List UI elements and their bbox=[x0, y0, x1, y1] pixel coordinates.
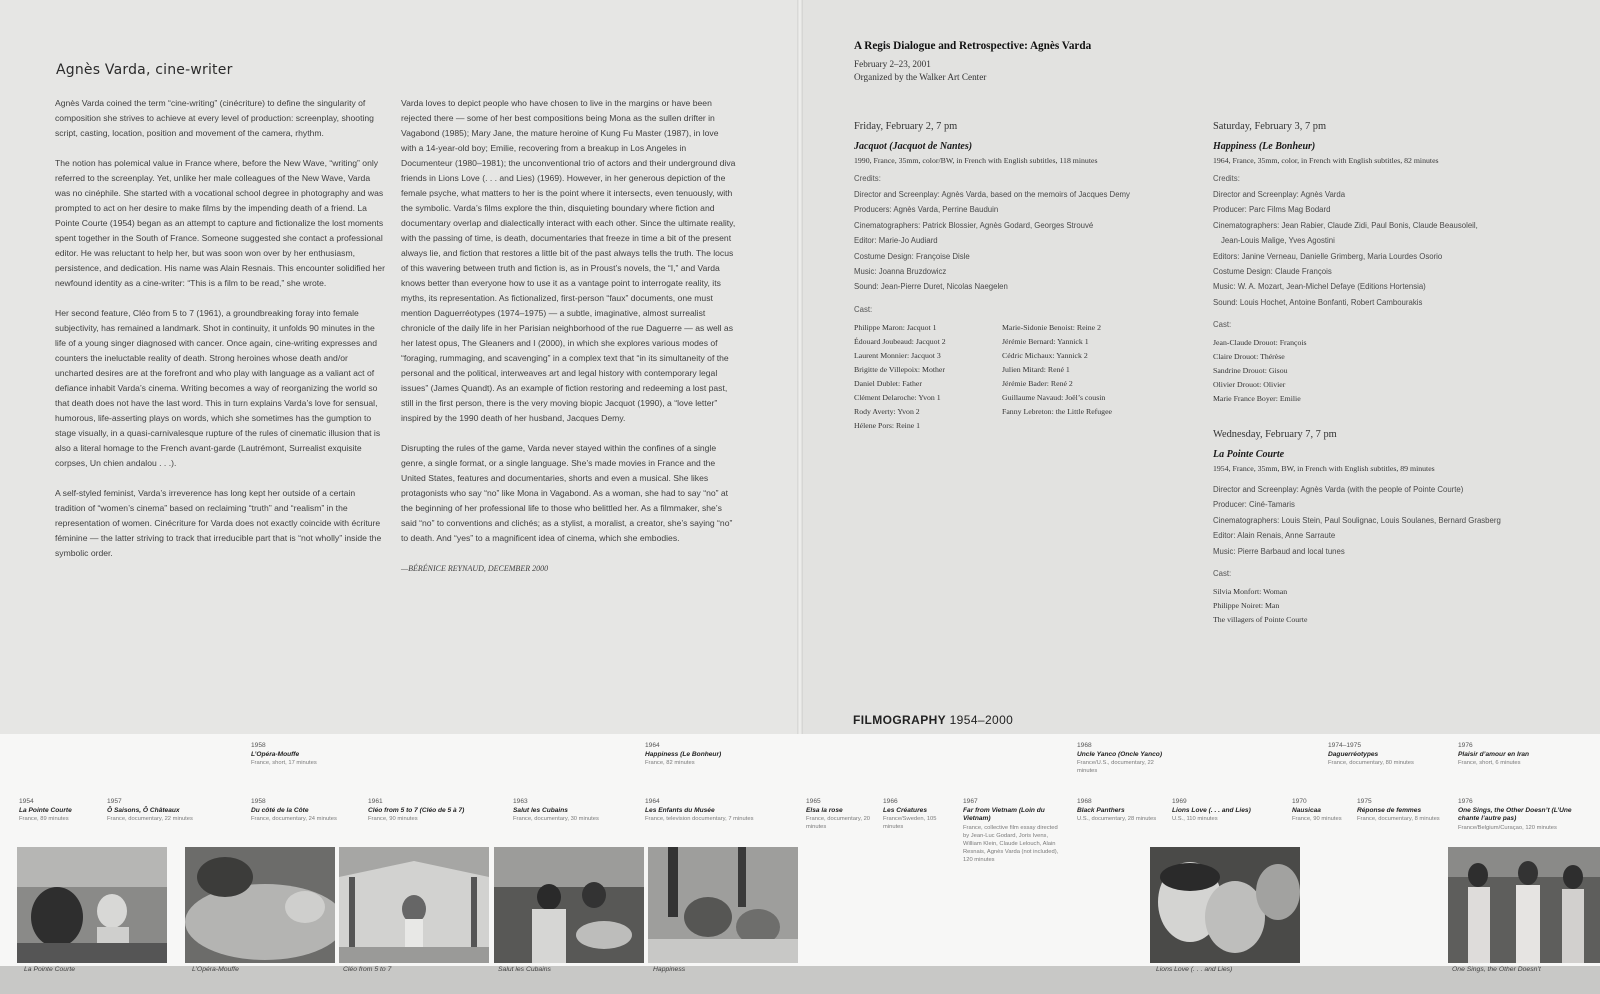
entry-desc: France, short, 17 minutes bbox=[251, 760, 317, 767]
entry-title: La Pointe Courte bbox=[19, 806, 72, 814]
cast-member: Rody Averty: Yvon 2 bbox=[854, 406, 920, 416]
entry-desc: France, television documentary, 7 minutes bbox=[645, 816, 754, 823]
cast-member: Hélene Pors: Reine 1 bbox=[854, 420, 921, 430]
filmography-years: 1954–2000 bbox=[949, 713, 1014, 727]
cast-block bbox=[1213, 567, 1573, 627]
entry-year: 1964 bbox=[645, 742, 660, 749]
credit-line: Costume Design: Françoise Disle bbox=[854, 251, 970, 261]
entry-year: 1968 bbox=[1077, 798, 1092, 805]
entry-desc: France, 89 minutes bbox=[19, 816, 69, 823]
entry-desc: France, 90 minutes bbox=[368, 816, 418, 823]
photo-caption: Happiness bbox=[653, 966, 686, 973]
entry-title: Lions Love (. . . and Lies) bbox=[1172, 806, 1251, 814]
entry-year: 1967 bbox=[963, 798, 978, 805]
credit-line: Producers: Agnès Varda, Perrine Bauduin bbox=[854, 205, 999, 215]
screening-film-title: Jacquot (Jacquot de Nantes) bbox=[854, 141, 973, 152]
entry-title: Les Enfants du Musée bbox=[645, 806, 715, 814]
entry-year: 1966 bbox=[883, 798, 898, 805]
cast-member: Sandrine Drouot: Gisou bbox=[1213, 366, 1288, 376]
still-la-pointe-courte bbox=[17, 847, 167, 963]
screening-la-pointe-courte bbox=[1213, 429, 1573, 627]
entry-year: 1974–1975 bbox=[1328, 742, 1362, 749]
entry-title: Salut les Cubains bbox=[513, 806, 568, 814]
entry-desc: France, documentary, 80 minutes bbox=[1328, 760, 1414, 767]
entry-title: Réponse de femmes bbox=[1357, 806, 1422, 814]
photo-caption: Cléo from 5 to 7 bbox=[343, 966, 392, 973]
entry-desc: France/Belgium/Curaçao, 120 minutes bbox=[1458, 824, 1557, 831]
entry-title: Ô Saisons, Ô Châteaux bbox=[107, 806, 180, 814]
entry-title: Daguerréotypes bbox=[1328, 750, 1379, 758]
entry-title: Du côté de la Côte bbox=[251, 806, 309, 814]
entry-desc: France, documentary, 30 minutes bbox=[513, 816, 599, 823]
entry-title: Les Créatures bbox=[883, 806, 927, 814]
credit-line: Music: W. A. Mozart, Jean-Michel Defaye (Editions Hortensia) bbox=[1213, 282, 1426, 292]
cast-member: The villagers of Pointe Courte bbox=[1213, 615, 1308, 625]
credit-line: Director and Screenplay: Agnès Varda (with the people of Pointe Courte) bbox=[1213, 485, 1464, 494]
credit-line: Editor: Marie-Jo Audiard bbox=[854, 236, 938, 246]
screening-day: Wednesday, February 7, 7 pm bbox=[1213, 429, 1337, 440]
filmography-entry bbox=[19, 798, 104, 823]
credit-line: Cinematographers: Louis Stein, Paul Soulignac, Louis Soulanes, Bernard Grasberg bbox=[1213, 515, 1501, 525]
program-subtitle bbox=[854, 58, 986, 84]
credit-line: Cinematographers: Jean Rabier, Claude Zidi, Paul Bonis, Claude Beausoleil, bbox=[1213, 220, 1478, 230]
entry-title: L’Opéra-Mouffe bbox=[251, 750, 300, 758]
cast-member: Laurent Monnier: Jacquot 3 bbox=[854, 350, 941, 360]
cast-member: Philippe Noiret: Man bbox=[1213, 601, 1280, 611]
still-one-sings-the-other-doesnt bbox=[1448, 847, 1600, 963]
filmography-entry bbox=[251, 798, 363, 823]
credit-line: Sound: Jean-Pierre Duret, Nicolas Naegelen bbox=[854, 282, 1008, 292]
entry-title: One Sings, the Other Doesn’t (L’Une chante l’autre pas) bbox=[1458, 806, 1572, 823]
cast-member: Brigitte de Villepoix: Mother bbox=[854, 364, 945, 374]
essay-column-1 bbox=[55, 96, 385, 576]
entry-year: 1975 bbox=[1357, 798, 1372, 805]
cast-label: Cast: bbox=[1213, 320, 1232, 330]
cast-member: Guillaume Navaud: Joël’s cousin bbox=[1002, 392, 1106, 402]
filmography-entry bbox=[513, 798, 638, 823]
filmography-entry bbox=[806, 798, 876, 831]
entry-year: 1958 bbox=[251, 742, 266, 749]
screening-day: Friday, February 2, 7 pm bbox=[854, 121, 958, 132]
cast-member: Julien Mitard: René 1 bbox=[1002, 364, 1070, 374]
credits-label: Credits: bbox=[854, 174, 881, 183]
entry-title: Nausicaa bbox=[1292, 806, 1321, 814]
cast-member: Clément Delaroche: Yvon 1 bbox=[854, 392, 941, 402]
cast-block bbox=[1213, 318, 1573, 406]
essay-title: Agnès Varda, cine-writer bbox=[56, 62, 233, 78]
essay-paragraph: A self-styled feminist, Varda’s irreverence has long kept her outside of a certain tradition of “women’s cinema” based on reclaiming “truth” and “realism” in the representation of women. Cinécriture for Varda does not exactly coincide with écriture féminine — the latter striving to track that irreducible part that is “not wholly” inside the symbolic order. bbox=[55, 488, 382, 558]
credit-line: Music: Pierre Barbaud and local tunes bbox=[1213, 546, 1345, 556]
filmography-entry bbox=[368, 798, 508, 823]
cast-member: Claire Drouot: Thérèse bbox=[1213, 352, 1285, 362]
credit-line: Editor: Alain Renais, Anne Sarraute bbox=[1213, 531, 1336, 541]
entry-year: 1976 bbox=[1458, 798, 1473, 805]
entry-title: Plaisir d’amour en Iran bbox=[1458, 750, 1530, 758]
filmography-entry bbox=[883, 798, 955, 831]
credit-line: Director and Screenplay: Agnès Varda, based on the memoirs of Jacques Demy bbox=[854, 190, 1130, 199]
screening-info: 1954, France, 35mm, BW, in French with English subtitles, 89 minutes bbox=[1213, 464, 1435, 473]
filmography-entry bbox=[645, 798, 795, 823]
entry-year: 1958 bbox=[251, 798, 266, 805]
screening-day: Saturday, February 3, 7 pm bbox=[1213, 121, 1327, 132]
entry-year: 1969 bbox=[1172, 798, 1187, 805]
filmography-entry bbox=[1458, 798, 1593, 832]
essay-paragraph: Disrupting the rules of the game, Varda never stayed within the confines of a single genre, a single format, or a single language. She’s made movies in France and the United States, features and documentaries, shorts and even a musical. She likes protagonists who say “no” like Mona in Vagabond. As a woman, she had to say “no” at the beginning of her professional life to those who belittled her. As a filmmaker, she’s said “no” to conventions and clichés; as a stylist, a moralist, a creator, she’s saying “no” to death. And “yes” to a magnificent idea of cinema, which she embodies. bbox=[401, 443, 733, 543]
screening-jacquot bbox=[854, 121, 1214, 433]
entry-year: 1968 bbox=[1077, 742, 1092, 749]
entry-title: Happiness (Le Bonheur) bbox=[645, 750, 722, 758]
entry-title: Black Panthers bbox=[1077, 806, 1125, 814]
entry-year: 1963 bbox=[513, 798, 528, 805]
entry-desc: France/U.S., documentary, 22 minutes bbox=[1077, 760, 1154, 775]
essay-column-2 bbox=[401, 96, 736, 591]
filmography-entry bbox=[645, 742, 785, 767]
entry-year: 1964 bbox=[645, 798, 660, 805]
entry-desc: France, 90 minutes bbox=[1292, 816, 1342, 823]
credit-line: Sound: Louis Hochet, Antoine Bonfanti, Robert Cambourakis bbox=[1213, 297, 1423, 307]
credit-line: Producer: Ciné-Tamaris bbox=[1213, 500, 1295, 510]
credit-line: Director and Screenplay: Agnès Varda bbox=[1213, 190, 1346, 199]
photo-caption: L’Opéra-Mouffe bbox=[192, 966, 239, 973]
entry-desc: France, documentary, 20 minutes bbox=[806, 816, 871, 831]
cast-member: Jérémie Bernard: Yannick 1 bbox=[1002, 336, 1089, 346]
filmography-entry bbox=[1292, 798, 1352, 823]
credit-line: Cinematographers: Patrick Blossier, Agnès Godard, Georges Strouvé bbox=[854, 220, 1094, 230]
entry-desc: U.S., 110 minutes bbox=[1172, 816, 1218, 823]
program-dates: February 2–23, 2001 bbox=[854, 59, 931, 69]
credit-line: Music: Joanna Bruzdowicz bbox=[854, 267, 947, 277]
cast-member: Jean-Claude Drouot: François bbox=[1213, 338, 1307, 348]
entry-desc: France/Sweden, 105 minutes bbox=[883, 816, 937, 831]
cast-label: Cast: bbox=[854, 304, 873, 314]
photo-caption: Lions Love (. . . and Lies) bbox=[1156, 966, 1233, 973]
still-cleo-from-5-to-7 bbox=[339, 847, 489, 963]
cast-column bbox=[854, 321, 1002, 433]
essay-paragraph: Her second feature, Cléo from 5 to 7 (1961), a groundbreaking foray into female subjectivity, has remained a landmark. Shot in continuity, it unfolds 90 minutes in the life of a young singer diagnosed with cancer. Once again, cine-writing expresses and counters the ineluctable reality of death. Strong heroines whose death and/or uncharted desires are at the forefront and who play with language as a valiant act of defiance inhabit Varda’s cinema. Writing becomes a way of reorganizing the world so that death does not have the last word. This in turn explains Varda’s love for sensual, humorous, life-asserting plays on words, which she sometimes has the gumption to stage visually, in a quasi-carnivalesque rupture of the rules of cinematic illusion that is also a literal homage to the French avant-garde (Lautrémont, Surrealist exquisite corpses, Un chien andalou . . .). bbox=[55, 308, 381, 468]
program-title: A Regis Dialogue and Retrospective: Agnès Varda bbox=[854, 40, 1092, 52]
still-salut-les-cubains bbox=[494, 847, 644, 963]
cast-member: Marie-Sidonie Benoist: Reine 2 bbox=[1002, 322, 1101, 332]
entry-year: 1970 bbox=[1292, 798, 1307, 805]
cast-member: Marie France Boyer: Emilie bbox=[1213, 394, 1301, 404]
filmography-label: FILMOGRAPHY bbox=[853, 713, 946, 727]
entry-desc: France, documentary, 24 minutes bbox=[251, 816, 337, 823]
entry-title: Far from Vietnam (Loin du Vietnam) bbox=[963, 806, 1045, 823]
entry-year: 1954 bbox=[19, 798, 34, 805]
program-organizer: Organized by the Walker Art Center bbox=[854, 72, 987, 82]
photo-caption: Salut les Cubains bbox=[498, 966, 551, 973]
entry-title: Elsa la rose bbox=[806, 806, 843, 814]
filmography-entry bbox=[1077, 798, 1162, 823]
entry-desc: U.S., documentary, 28 minutes bbox=[1077, 816, 1157, 823]
cast-member: Cédric Michaux: Yannick 2 bbox=[1002, 350, 1088, 360]
cast-column bbox=[1002, 321, 1212, 433]
entry-desc: France, documentary, 22 minutes bbox=[107, 816, 193, 823]
cast-member: Jérémie Bader: René 2 bbox=[1002, 378, 1073, 388]
filmography-entry bbox=[1458, 742, 1588, 767]
entry-title: Cléo from 5 to 7 (Cléo de 5 à 7) bbox=[368, 806, 465, 814]
screening-film-title: La Pointe Courte bbox=[1213, 449, 1285, 460]
filmography-entry bbox=[107, 798, 247, 823]
entry-year: 1976 bbox=[1458, 742, 1473, 749]
photo-caption: La Pointe Courte bbox=[24, 966, 76, 973]
credits-label: Credits: bbox=[1213, 174, 1240, 183]
essay-byline: —BÉRÉNICE REYNAUD, DECEMBER 2000 bbox=[401, 564, 549, 573]
cast-member: Édouard Joubeaud: Jacquot 2 bbox=[854, 336, 946, 346]
entry-title: Uncle Yanco (Oncle Yanco) bbox=[1077, 750, 1163, 758]
essay-paragraph: Agnès Varda coined the term “cine-writing” (cinécriture) to define the singularity of composition she strives to achieve at every level of production: screenplay, shooting script, casting, location, position and movement of the camera, rhythm. bbox=[55, 98, 374, 138]
filmography-heading bbox=[853, 713, 1013, 727]
cast-member: Silvia Monfort: Woman bbox=[1213, 587, 1288, 597]
entry-year: 1957 bbox=[107, 798, 122, 805]
entry-desc: France, short, 6 minutes bbox=[1458, 760, 1521, 767]
cast-block bbox=[854, 303, 1214, 433]
screening-happiness bbox=[1213, 121, 1573, 406]
screening-info: 1990, France, 35mm, color/BW, in French with English subtitles, 118 minutes bbox=[854, 156, 1098, 165]
still-lions-love bbox=[1150, 847, 1300, 963]
cast-label: Cast: bbox=[1213, 569, 1232, 579]
cast-member: Fanny Lebreton: the Little Refugee bbox=[1002, 406, 1112, 416]
filmography-entry bbox=[251, 742, 391, 767]
still-l-opera-mouffe bbox=[185, 847, 335, 963]
filmography-entry bbox=[963, 798, 1063, 864]
entry-desc: France, collective film essay directed by Jean-Luc Godard, Joris Ivens, William Klein, Claude Lelouch, Alain Resnais, Agnès Varda (not included), 120 minutes bbox=[963, 824, 1059, 863]
photo-caption: One Sings, the Other Doesn’t bbox=[1452, 966, 1541, 973]
screening-info: 1964, France, 35mm, color, in French with English subtitles, 82 minutes bbox=[1213, 156, 1439, 165]
filmography-entry bbox=[1172, 798, 1287, 823]
entry-year: 1965 bbox=[806, 798, 821, 805]
cast-member: Daniel Dublet: Father bbox=[854, 378, 922, 388]
still-happiness bbox=[648, 847, 798, 963]
filmography-entry bbox=[1357, 798, 1452, 823]
cast-member: Olivier Drouot: Olivier bbox=[1213, 380, 1286, 390]
entry-year: 1961 bbox=[368, 798, 383, 805]
screening-film-title: Happiness (Le Bonheur) bbox=[1213, 141, 1316, 152]
filmography-entry bbox=[1328, 742, 1448, 767]
essay-paragraph: The notion has polemical value in France where, before the New Wave, “writing” only referred to the screenplay. Yet, unlike her male colleagues of the New Wave, Varda was no cinéphile. She started with a vocational school degree in photography and was prompted to act on her desire to make films by the impending death of a friend. La Pointe Courte (1954) began as an attempt to capture and fictionalize the lost moments spent together in the South of France. Someone suggested she contact a professional editor. He was reluctant to help her, but was soon won over by her enthusiasm, persistence, and dedication. His name was Alain Resnais. This encounter solidified her newfound identity as a cine-writer: “This is a film to be read,” she wrote. bbox=[55, 158, 385, 288]
essay-paragraph: Varda loves to depict people who have chosen to live in the margins or have been rejected there — some of her best compositions being Mona as the sullen drifter in Vagabond (1985); Mary Jane, the mature heroine of Kung Fu Master (1987), in love with a 14-year-old boy; Emilie, recovering from a breakup in Los Angeles in Documenteur (1980–1981); the unconventional trio of actors and their underground diva friends in Lions Love (. . . and Lies) (1969). However, in her generous depiction of the female psyche, what matters to her is the point where it intersects, even tenuously, with the symbolic. Varda’s films explore the thin, disquieting boundary where fiction and documentary overlap and dialectically interact with each other. Since the ultimate reality, with the passing of time, is death, documentaries that freeze in time a bit of the present always lie, and fiction that restores a little bit of the past always tells the truth. The locus of this wavering between truth and fiction is, as in Proust’s novels, the “I,” and Varda knows better than everyone how to use it as a vantage point to interrogate reality, its myths, its representation. As fictionalized, first-person “faux” documents, one must mention Daguerréotypes (1974–1975) — a subtle, imaginative, almost surrealist chronicle of the daily life in her Parisian neighborhood of the rue Daguerre — as well as her latest opus, The Gleaners and I (2000), in which she explores various modes of “foraging, rummaging, and scavenging” in a complex text that “in its simultaneity of the personal and the political, interweaves art and legal history with contemporary legal issues” (James Quandt). As an example of fiction restoring and redeeming a lost past, still in the first person, there is the very moving biopic Jacquot (1990), a “love letter” inspired by the 1990 death of her husband, Jacques Demy. bbox=[401, 98, 736, 423]
filmography-entry bbox=[1077, 742, 1172, 775]
cast-member: Philippe Maron: Jacquot 1 bbox=[854, 322, 937, 332]
credit-line: Editors: Janine Verneau, Danielle Grimberg, Maria Lourdes Osorio bbox=[1213, 251, 1443, 261]
credit-line: Jean-Louis Malige, Yves Agostini bbox=[1221, 236, 1335, 246]
entry-desc: France, documentary, 8 minutes bbox=[1357, 816, 1440, 823]
entry-desc: France, 82 minutes bbox=[645, 760, 695, 767]
credit-line: Costume Design: Claude François bbox=[1213, 267, 1332, 277]
credit-line: Producer: Parc Films Mag Bodard bbox=[1213, 205, 1331, 215]
caption-band bbox=[0, 966, 1600, 994]
